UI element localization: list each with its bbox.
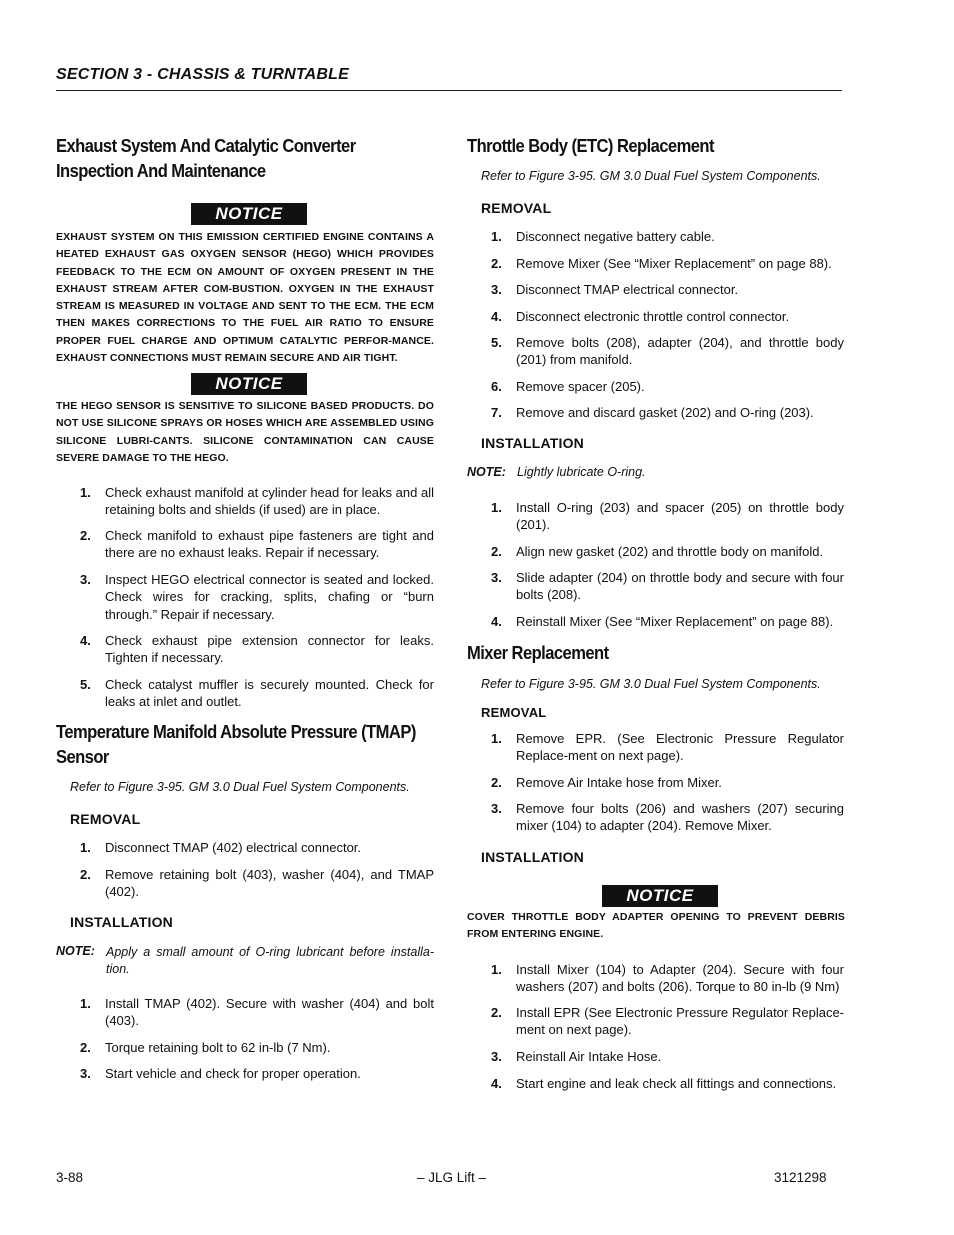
note: NOTE: Lightly lubricate O-ring. xyxy=(467,465,646,479)
notice-badge: NOTICE xyxy=(191,373,307,395)
installation-heading: INSTALLATION xyxy=(481,435,584,451)
mixer-title: Mixer Replacement xyxy=(467,643,609,663)
note: NOTE: Apply a small amount of O-ring lubricant before installa-tion. xyxy=(56,944,434,977)
notice-badge: NOTICE xyxy=(191,203,307,225)
notice-text: COVER THROTTLE BODY ADAPTER OPENING TO PREVENT DEBRIS FROM ENTERING ENGINE. xyxy=(467,911,845,941)
section-header: SECTION 3 - CHASSIS & TURNTABLE xyxy=(56,66,350,83)
removal-heading: REMOVAL xyxy=(481,200,552,216)
page-number: 3-88 xyxy=(56,1170,84,1185)
removal-heading: REMOVAL xyxy=(70,811,141,827)
notice-text: EXHAUST SYSTEM ON THIS EMISSION CERTIFIED ENGINE CONTAINS A HEATED EXHAUST GAS OXYGEN SENSOR (HEGO) WHICH PROVIDES FEEDBACK TO THE ECM ON AMOUNT OF OXYGEN PRESENT IN THE EXHAUST STREAM AFTER COM-BUSTION. OXYGEN IN THE EXHAUST STREAM IS MEASURED IN VOLTAGE AND SENT TO THE ECM. THE ECM THEN MAKES CORRECTIONS TO THE FUEL AIR RATIO TO ENSURE PROPER FUEL CHARGE AND OPTIMUM CATALYTIC PERFOR-MANCE. EXHAUST CONNECTIONS MUST REMAIN SECURE AND AIR TIGHT. xyxy=(56,231,434,365)
figure-reference: Refer to Figure 3-95. GM 3.0 Dual Fuel System Components. xyxy=(481,169,821,183)
installation-heading: INSTALLATION xyxy=(481,849,584,865)
notice-badge: NOTICE xyxy=(602,885,718,907)
figure-reference: Refer to Figure 3-95. GM 3.0 Dual Fuel System Components. xyxy=(70,780,410,794)
figure-reference: Refer to Figure 3-95. GM 3.0 Dual Fuel System Components. xyxy=(481,677,821,691)
document-number: 3121298 xyxy=(774,1170,827,1185)
throttle-title: Throttle Body (ETC) Replacement xyxy=(467,136,714,156)
removal-heading: REMOVAL xyxy=(481,705,547,720)
tmap-title: Temperature Manifold Absolute Pressure (TMAP) Sensor xyxy=(56,722,416,767)
header-rule xyxy=(56,90,842,91)
installation-heading: INSTALLATION xyxy=(70,914,173,930)
footer-center: – JLG Lift – xyxy=(417,1170,487,1185)
exhaust-title: Exhaust System And Catalytic Converter Inspection And Maintenance xyxy=(56,136,356,181)
notice-text: THE HEGO SENSOR IS SENSITIVE TO SILICONE BASED PRODUCTS. DO NOT USE SILICONE SPRAYS OR HOSES WHICH ARE ASSEMBLED USING SILICONE LUBRI-CANTS. SILICONE CONTAMINATION CAN CAUSE SEVERE DAMAGE TO THE HEGO. xyxy=(56,400,434,464)
